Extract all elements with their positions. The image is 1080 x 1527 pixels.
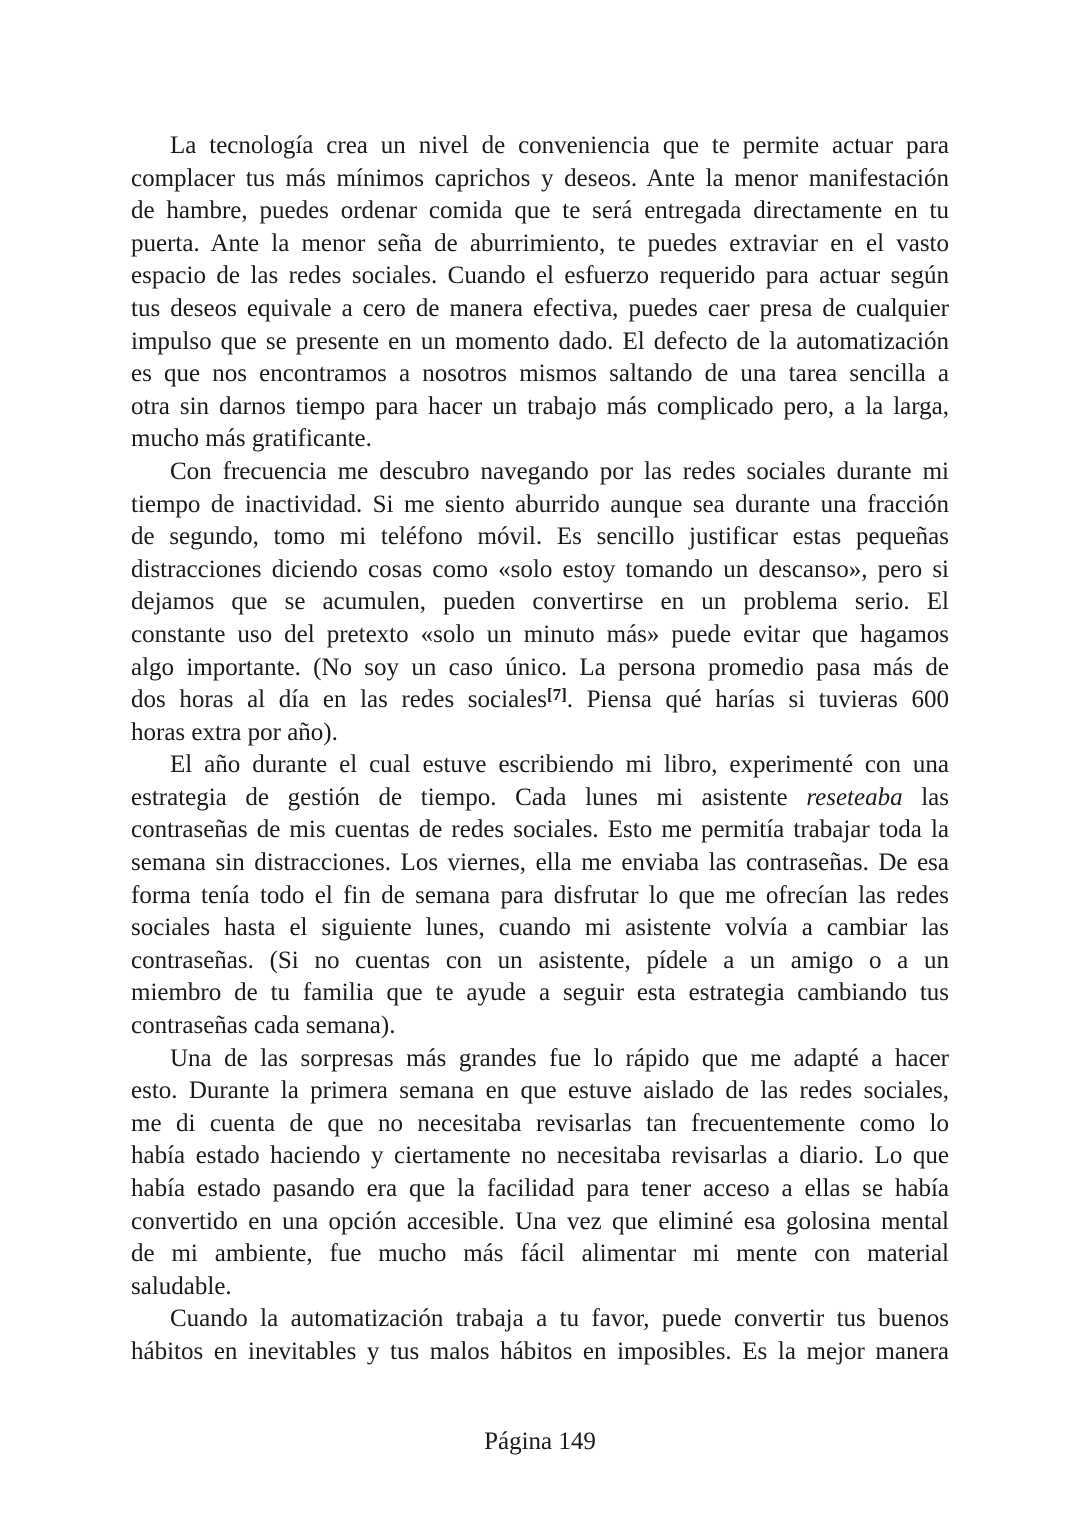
text-line [131,684,949,717]
body-text [131,130,949,1369]
paragraph [131,1303,949,1368]
text-line: dejamos que se acumulen, pueden convertirse en un problema serio. El [131,588,949,616]
italic-text: reseteaba [806,783,903,811]
text-line: saludable. [131,1272,232,1300]
text-line: algo importante. (No soy un caso único. La persona promedio pasa más de [131,653,949,681]
page-number: Página 149 [484,1428,596,1455]
text-line: complacer tus más mínimos caprichos y deseos. Ante la menor manifestación [131,164,949,192]
text-segment: dos horas al día en las redes sociales [131,686,547,714]
text-line: es que nos encontramos a nosotros mismos saltando de una tarea sencilla a [131,360,949,388]
text-line: sociales hasta el siguiente lunes, cuando mi asistente volvía a cambiar las [131,914,949,942]
text-line: semana sin distracciones. Los viernes, ella me enviaba las contraseñas. De esa [131,849,949,877]
text-line [131,782,949,815]
footnote-reference[interactable]: [7] [546,685,567,705]
text-line: había estado pasando era que la facilidad para tener acceso a ellas se había [131,1175,949,1202]
paragraph [131,456,949,749]
paragraph [131,749,949,1042]
text-line: El año durante el cual estuve escribiendo mi libro, experimenté con una [170,751,949,779]
text-line: convertido en una opción accesible. Una vez que eliminé esa golosina mental [131,1207,949,1235]
text-line: Con frecuencia me descubro navegando por las redes sociales durante mi [170,457,949,485]
paragraph [131,130,949,456]
text-line: otra sin darnos tiempo para hacer un trabajo más complicado pero, a la larga, [131,392,949,420]
text-line: había estado haciendo y ciertamente no necesitaba revisarlas a diario. Lo que [131,1142,949,1170]
text-line: impulso que se presente en un momento dado. El defecto de la automatización [131,327,949,355]
text-line: de segundo, tomo mi teléfono móvil. Es sencillo justificar estas pequeñas [131,523,949,551]
text-segment: estrategia de gestión de tiempo. Cada lunes mi asistente [131,783,807,811]
text-line: puerta. Ante la menor seña de aburrimiento, te puedes extraviar en el vasto [131,229,949,257]
text-line: de hambre, puedes ordenar comida que te será entregada directamente en tu [131,197,949,225]
text-line: contraseñas cada semana). [131,1012,396,1040]
text-line: distracciones diciendo cosas como «solo estoy tomando un descanso», pero si [131,555,949,583]
text-line: me di cuenta de que no necesitaba revisarlas tan frecuentemente como lo [131,1109,949,1137]
text-line: mucho más gratificante. [131,425,372,453]
text-line: espacio de las redes sociales. Cuando el esfuerzo requerido para actuar según [131,262,949,290]
text-line: constante uso del pretexto «solo un minuto más» puede evitar que hagamos [131,620,949,648]
text-line: La tecnología crea un nivel de conveniencia que te permite actuar para [170,132,949,159]
text-segment: las [902,783,949,811]
text-line: forma tenía todo el fin de semana para disfrutar lo que me ofrecían las redes [131,881,949,909]
text-line: hábitos en inevitables y tus malos hábitos en imposibles. Es la mejor manera [131,1337,949,1365]
text-line: horas extra por año). [131,718,338,746]
text-line: Cuando la automatización trabaja a tu favor, puede convertir tus buenos [170,1305,949,1333]
text-line: contraseñas de mis cuentas de redes sociales. Esto me permitía trabajar toda la [131,816,949,844]
text-segment: . Piensa qué harías si tuvieras 600 [566,686,950,714]
text-line: de mi ambiente, fue mucho más fácil alimentar mi mente con material [131,1240,949,1268]
text-line: tiempo de inactividad. Si me siento aburrido aunque sea durante una fracción [131,490,949,518]
text-line: miembro de tu familia que te ayude a seguir esta estrategia cambiando tus [131,979,949,1007]
text-line: Una de las sorpresas más grandes fue lo rápido que me adapté a hacer [170,1044,949,1072]
text-line: contraseñas. (Si no cuentas con un asistente, pídele a un amigo o a un [131,946,949,974]
text-line: tus deseos equivale a cero de manera efectiva, puedes caer presa de cualquier [131,294,949,322]
text-line: esto. Durante la primera semana en que estuve aislado de las redes sociales, [131,1077,949,1105]
paragraph [131,1043,949,1304]
